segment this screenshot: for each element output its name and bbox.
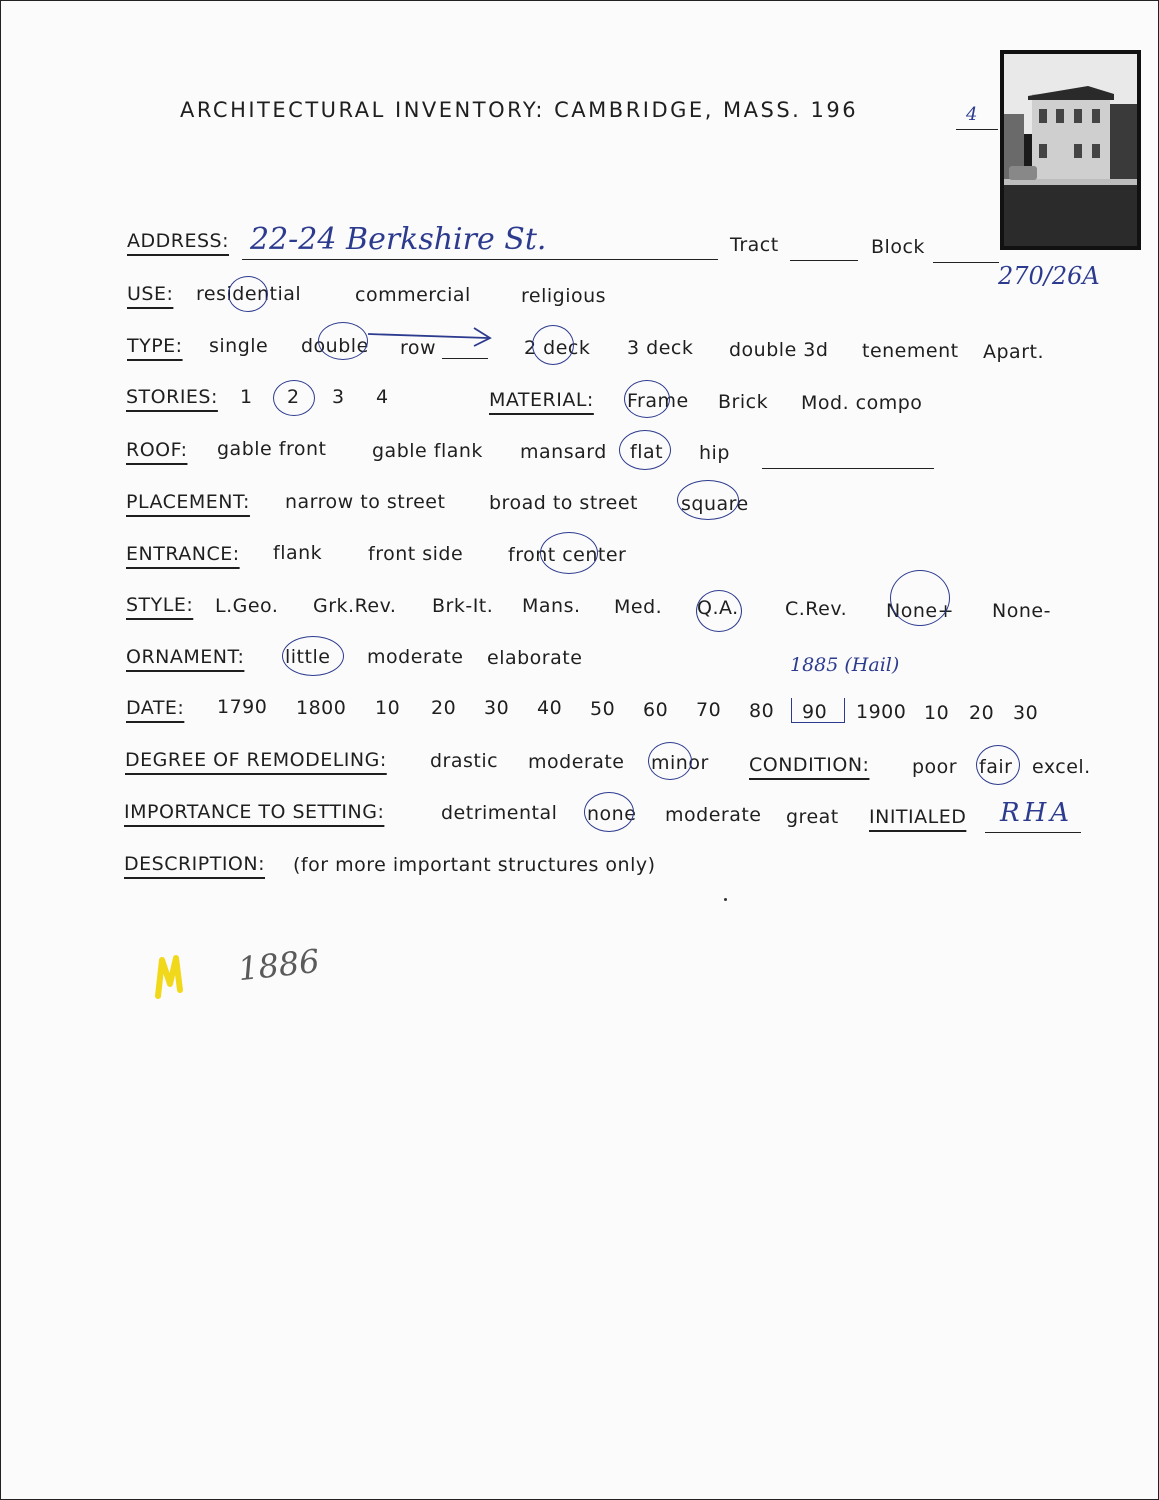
- material-brick[interactable]: Brick: [718, 391, 769, 413]
- date-1900[interactable]: 1900: [856, 701, 907, 723]
- style-c-rev[interactable]: C.Rev.: [785, 598, 848, 620]
- date-1930[interactable]: 30: [1013, 702, 1039, 724]
- condition-excel[interactable]: excel.: [1032, 756, 1091, 778]
- type-label: TYPE:: [127, 335, 183, 357]
- ornament-little[interactable]: little: [285, 646, 331, 668]
- type-arrow-icon: [366, 324, 496, 348]
- roof-gable-front[interactable]: gable front: [217, 438, 327, 460]
- ornament-elaborate[interactable]: elaborate: [487, 647, 583, 669]
- type-row[interactable]: row: [400, 337, 437, 359]
- date-1890-bracket: [791, 698, 845, 723]
- material-frame-circle: [624, 380, 670, 418]
- date-1880[interactable]: 80: [749, 700, 775, 722]
- placement-square[interactable]: square: [681, 493, 749, 515]
- style-qa[interactable]: Q.A.: [697, 597, 739, 619]
- importance-detrimental[interactable]: detrimental: [441, 802, 558, 824]
- block-label: Block: [871, 236, 925, 258]
- style-none-plus-circle: [890, 570, 950, 626]
- entrance-front-center-circle: [540, 532, 598, 574]
- material-label: MATERIAL:: [489, 389, 594, 411]
- material-frame[interactable]: Frame: [627, 390, 689, 412]
- address-line: [242, 259, 718, 260]
- style-l-geo[interactable]: L.Geo.: [215, 595, 279, 617]
- remodeling-moderate[interactable]: moderate: [528, 751, 625, 773]
- importance-none[interactable]: none: [587, 803, 637, 825]
- use-residential-circle: [228, 276, 268, 312]
- style-med[interactable]: Med.: [614, 596, 663, 618]
- remodeling-drastic[interactable]: drastic: [430, 750, 499, 772]
- stories-3[interactable]: 3: [332, 386, 345, 408]
- date-1840[interactable]: 40: [537, 697, 563, 719]
- description-note: (for more important structures only): [293, 854, 656, 876]
- condition-label: CONDITION:: [749, 754, 870, 776]
- address-value[interactable]: 22-24 Berkshire St.: [250, 222, 547, 257]
- condition-poor[interactable]: poor: [912, 756, 958, 778]
- importance-great[interactable]: great: [786, 806, 839, 828]
- remodeling-minor[interactable]: minor: [651, 752, 709, 774]
- placement-broad[interactable]: broad to street: [489, 492, 639, 514]
- use-religious[interactable]: religious: [521, 285, 607, 307]
- date-note: 1885 (Hail): [790, 654, 900, 676]
- stories-2-circle: [273, 380, 315, 416]
- use-residential[interactable]: residential: [196, 283, 302, 305]
- roof-label: ROOF:: [126, 439, 188, 461]
- date-label: DATE:: [126, 697, 185, 719]
- remodeling-minor-circle: [648, 742, 692, 780]
- roof-gable-flank[interactable]: gable flank: [372, 440, 483, 462]
- stories-4[interactable]: 4: [376, 386, 389, 408]
- date-1860[interactable]: 60: [643, 699, 669, 721]
- form-title: ARCHITECTURAL INVENTORY: CAMBRIDGE, MASS. 196: [180, 98, 859, 122]
- type-row-line: [442, 358, 488, 359]
- importance-label: IMPORTANCE TO SETTING:: [124, 801, 385, 823]
- entrance-front-side[interactable]: front side: [368, 543, 464, 565]
- stories-1[interactable]: 1: [240, 386, 253, 408]
- style-grk-rev[interactable]: Grk.Rev.: [313, 595, 397, 617]
- type-double-3d[interactable]: double 3d: [729, 339, 829, 361]
- style-none-minus[interactable]: None-: [992, 600, 1051, 622]
- roof-flat-circle: [619, 430, 671, 470]
- condition-fair-circle: [976, 745, 1020, 785]
- description-label: DESCRIPTION:: [124, 853, 266, 875]
- style-none-plus[interactable]: None+: [886, 600, 954, 622]
- roof-flat[interactable]: flat: [630, 441, 664, 463]
- tract-label: Tract: [730, 234, 779, 256]
- type-double[interactable]: double: [301, 335, 369, 357]
- remodeling-label: DEGREE OF REMODELING:: [125, 749, 387, 771]
- type-2-deck-circle: [532, 325, 574, 365]
- date-1790[interactable]: 1790: [217, 696, 268, 718]
- date-1800[interactable]: 1800: [296, 697, 347, 719]
- ornament-little-circle: [282, 636, 344, 676]
- block-line: [933, 262, 999, 263]
- ink-dot: [724, 898, 727, 901]
- date-1870[interactable]: 70: [696, 699, 722, 721]
- placement-square-circle: [677, 480, 739, 520]
- placement-label: PLACEMENT:: [126, 491, 250, 513]
- initialed-label: INITIALED: [869, 806, 967, 828]
- address-label: ADDRESS:: [127, 230, 229, 252]
- stories-2[interactable]: 2: [287, 386, 300, 408]
- entrance-flank[interactable]: flank: [273, 542, 323, 564]
- material-mod-compo[interactable]: Mod. compo: [801, 392, 923, 414]
- photo-reference: 270/26A: [998, 262, 1100, 290]
- building-photo: [1000, 50, 1141, 250]
- entrance-label: ENTRANCE:: [126, 543, 240, 565]
- ornament-label: ORNAMENT:: [126, 646, 245, 668]
- date-1810[interactable]: 10: [375, 697, 401, 719]
- tract-line: [790, 260, 858, 261]
- year-underline: [956, 129, 998, 130]
- type-tenement[interactable]: tenement: [862, 340, 959, 362]
- style-brk-it[interactable]: Brk-It.: [432, 595, 494, 617]
- use-commercial[interactable]: commercial: [355, 284, 471, 306]
- date-1920[interactable]: 20: [969, 702, 995, 724]
- style-mans[interactable]: Mans.: [522, 595, 581, 617]
- year-digit: 4: [966, 104, 978, 125]
- date-1890[interactable]: 90: [802, 701, 828, 723]
- initialed-value[interactable]: RHA: [1000, 798, 1074, 828]
- style-label: STYLE:: [126, 594, 194, 616]
- stories-label: STORIES:: [126, 386, 218, 408]
- highlighter-mark-icon: [150, 950, 190, 1002]
- roof-hip[interactable]: hip: [699, 442, 730, 464]
- use-label: USE:: [127, 283, 174, 305]
- date-1850[interactable]: 50: [590, 698, 616, 720]
- date-1910[interactable]: 10: [924, 702, 950, 724]
- style-qa-circle: [696, 590, 742, 632]
- type-3-deck[interactable]: 3 deck: [627, 337, 694, 359]
- condition-fair[interactable]: fair: [979, 756, 1013, 778]
- placement-narrow[interactable]: narrow to street: [285, 491, 446, 513]
- type-apart[interactable]: Apart.: [983, 341, 1045, 363]
- initialed-line: [985, 832, 1081, 833]
- importance-none-circle: [584, 792, 637, 832]
- roof-mansard[interactable]: mansard: [520, 441, 607, 463]
- type-single[interactable]: single: [209, 335, 269, 357]
- roof-other-line: [762, 468, 934, 469]
- importance-moderate[interactable]: moderate: [665, 804, 762, 826]
- entrance-front-center[interactable]: front center: [508, 544, 627, 566]
- type-double-circle: [318, 322, 368, 360]
- type-2-deck[interactable]: 2 deck: [524, 337, 591, 359]
- date-1820[interactable]: 20: [431, 697, 457, 719]
- handwritten-year: 1886: [236, 941, 322, 989]
- date-1830[interactable]: 30: [484, 697, 510, 719]
- ornament-moderate[interactable]: moderate: [367, 646, 464, 668]
